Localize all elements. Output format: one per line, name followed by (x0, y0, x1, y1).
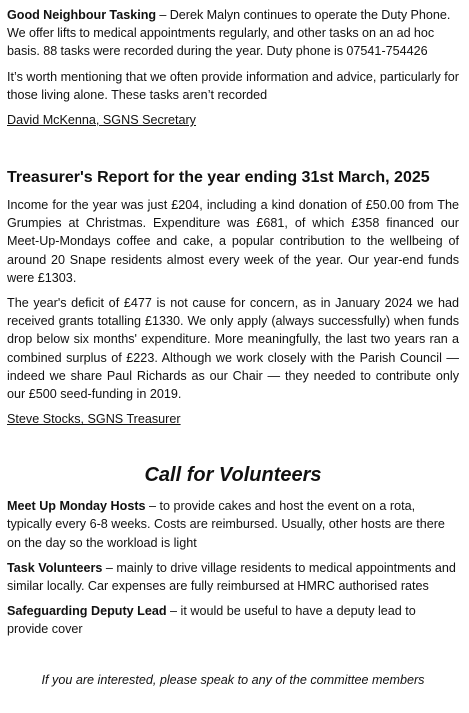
good-neighbour-title: Good Neighbour Tasking (7, 8, 157, 22)
volunteer-role-tasks (7, 559, 459, 595)
treasurer-paragraph-income: Income for the year was just £204, including a kind donation of £50.00 from The Grumpies at Christmas. Expenditure was £681, of which £358 financed our Meet-Up-Mondays coffee and cake, a popular contribution to the wellbeing of around 20 Snape residents almost every week of the year. Our year-end funds were £1303. (7, 198, 459, 285)
advice-paragraph: It’s worth mentioning that we often provide information and advice, particularly for those living alone. These tasks aren’t recorded (7, 69, 459, 102)
volunteer-role-text: – to provide cakes and host the event on a rota, typically every 6-8 weeks. Costs are reimbursed. Usually, other hosts are there on the day so the workload is light (7, 499, 445, 550)
volunteers-footer-note: If you are interested, please speak to any of the committee members (41, 672, 425, 687)
treasurer-section (7, 167, 459, 428)
volunteer-role-text: – mainly to drive village residents to medical appointments and similar locally. Car expenses are fully reimbursed at HMRC authorised rates (7, 560, 456, 594)
treasurer-paragraph-deficit: The year's deficit of £477 is not cause for concern, as in January 2024 we had received grants totalling £1330. We only apply (always successfully) when funds drop below six months' expenditure. More meaningfully, the last two years ran a combined surplus of £223. Although we work closely with the Parish Council — indeed we share Paul Richards as our Chair — they needed to contribute only our £500 seed-funding in 2019. (7, 296, 459, 402)
volunteer-role-safeguarding (7, 602, 459, 638)
volunteers-section (7, 462, 459, 688)
volunteer-role-title: Safeguarding Deputy Lead (7, 604, 167, 619)
volunteer-role-title: Meet Up Monday Hosts (7, 499, 146, 514)
good-neighbour-text: – Derek Malyn continues to operate the Duty Phone. We offer lifts to medical appointments regularly, and other tasks on an ad hoc basis. 88 tasks were recorded during the year. Duty phone is 07541-754426 (7, 8, 451, 59)
good-neighbour-section (7, 6, 459, 129)
volunteer-role-hosts (7, 497, 459, 552)
good-neighbour-paragraph (7, 6, 459, 61)
treasurer-heading: Treasurer's Report for the year ending 31st March, 2025 (7, 169, 430, 187)
volunteer-role-text: – it would be useful to have a deputy lead to provide cover (7, 604, 416, 637)
volunteer-role-title: Task Volunteers (7, 560, 103, 575)
treasurer-signature: Steve Stocks, SGNS Treasurer (7, 412, 181, 427)
secretary-signature: David McKenna, SGNS Secretary (7, 113, 196, 128)
document-page (7, 6, 459, 689)
volunteers-heading: Call for Volunteers (144, 464, 322, 487)
